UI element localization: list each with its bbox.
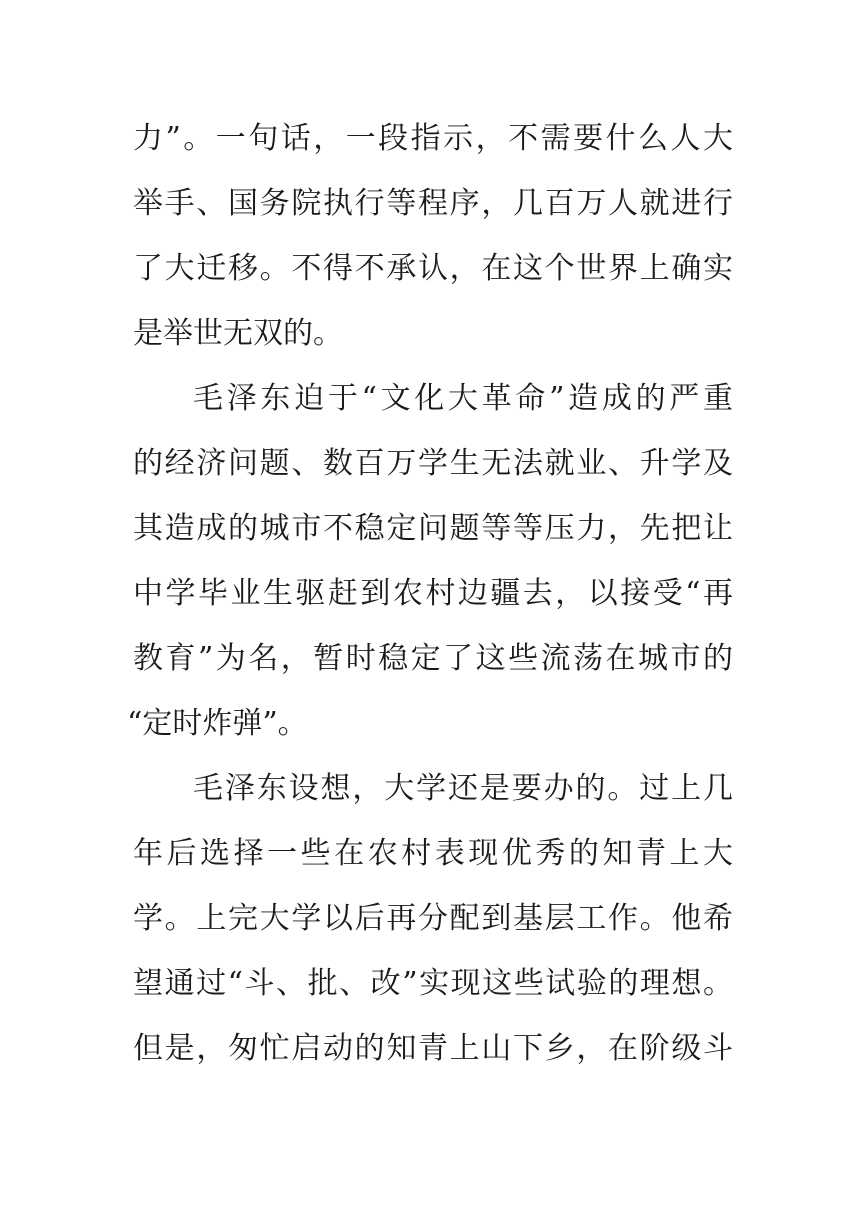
text-line: 了大迁移。不得不承认，在这个世界上确实 — [133, 251, 733, 286]
text-line: 但是，匆忙启动的知青上山下乡，在阶级斗 — [133, 1031, 733, 1066]
text-line: 是举世无双的。 — [133, 316, 343, 351]
text-line: 毛泽东设想，大学还是要办的。过上几 — [193, 771, 733, 806]
text-line: 中学毕业生驱赶到农村边疆去，以接受“再 — [133, 576, 733, 611]
text-line: 学。上完大学以后再分配到基层工作。他希 — [133, 901, 733, 936]
text-line: 的经济问题、数百万学生无法就业、升学及 — [133, 446, 733, 481]
text-line: 望通过“斗、批、改”实现这些试验的理想。 — [133, 966, 733, 1001]
body-text — [127, 112, 733, 1087]
paragraph-1 — [133, 112, 733, 372]
paragraph-2 — [127, 372, 733, 762]
text-line: 力”。一句话，一段指示，不需要什么人大 — [133, 121, 733, 156]
text-line: 举手、国务院执行等程序，几百万人就进行 — [133, 186, 733, 221]
text-line: 其造成的城市不稳定问题等等压力，先把让 — [133, 511, 733, 546]
text-line: 毛泽东迫于“文化大革命”造成的严重 — [193, 381, 733, 416]
text-line: 年后选择一些在农村表现优秀的知青上大 — [133, 836, 733, 871]
paragraph-3 — [133, 762, 733, 1087]
text-line: 教育”为名，暂时稳定了这些流荡在城市的 — [133, 641, 733, 676]
text-line: “定时炸弹”。 — [127, 706, 308, 741]
